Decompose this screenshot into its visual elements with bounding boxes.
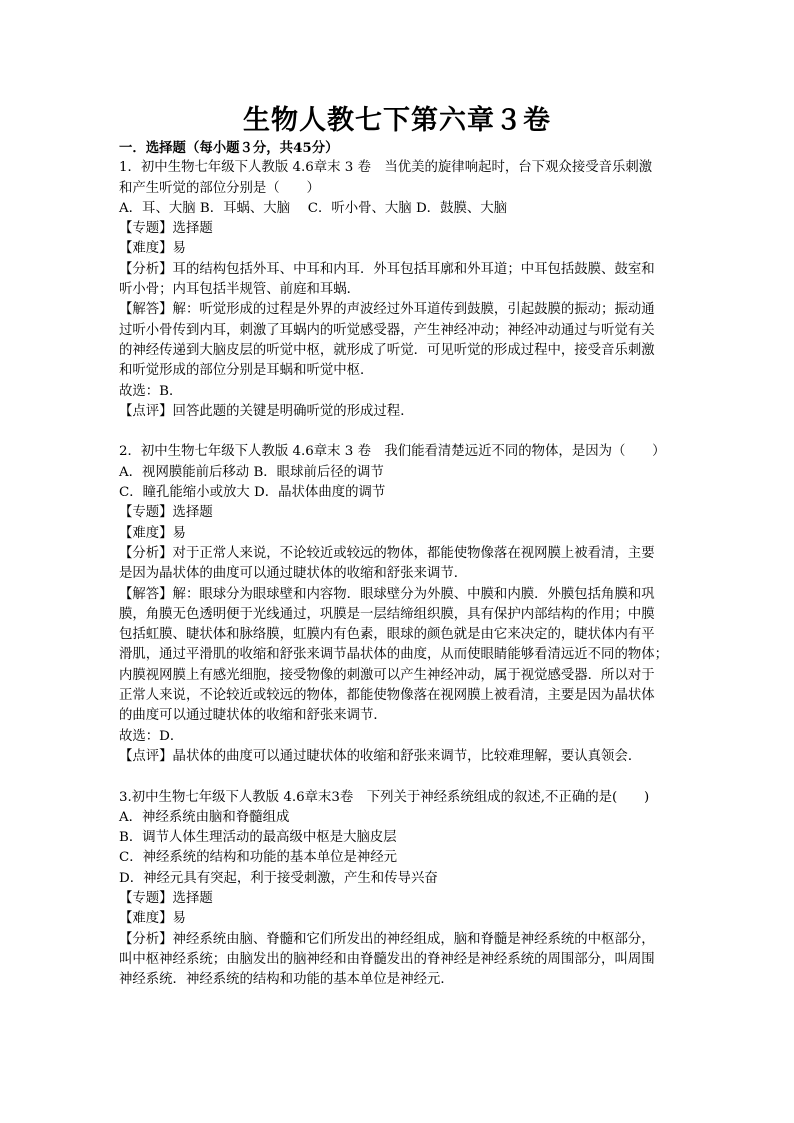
question-text: 和产生听觉的部位分别是（ ）	[119, 180, 320, 196]
analysis-text: 【分析】神经系统由脑、脊髓和它们所发出的神经组成，脑和脊髓是神经系统的中枢部分，	[119, 931, 655, 947]
topic-label: 【专题】选择题	[119, 221, 213, 237]
solution-text: 包括虹膜、睫状体和脉络膜，虹膜内有色素，眼球的颜色就是由它来决定的，睫状体内有平	[119, 627, 655, 643]
question-text: 2．初中生物七年级下人教版 4.6章末 3 卷 我们能看清楚远近不同的物体，是因为（ ）	[119, 444, 666, 460]
topic-label: 【专题】选择题	[119, 505, 213, 521]
spacer	[119, 767, 691, 787]
solution-text: 内膜视网膜上有感光细胞，接受物像的刺激可以产生神经冲动，属于视觉感受器．所以对于	[119, 667, 655, 683]
answer-choice: 故选：D．	[119, 728, 184, 744]
solution-text: 【解答】解：听觉形成的过程是外界的声波经过外耳道传到鼓膜，引起鼓膜的振动；振动通	[119, 302, 655, 318]
solution-text: 正常人来说，不论较近或较远的物体，都能使物像落在视网膜上被看清，主要是因为晶状体	[119, 688, 655, 704]
difficulty-label: 【难度】易	[119, 911, 186, 927]
analysis-text: 听小骨；内耳包括半规管、前庭和耳蜗．	[119, 282, 361, 298]
solution-text: 滑肌，通过平滑肌的收缩和舒张来调节晶状体的曲度，从而使眼睛能够看清远近不同的物体；	[119, 647, 669, 663]
solution-text: 和听觉形成的部位分别是耳蜗和听觉中枢．	[119, 363, 374, 379]
comment-text: 【点评】晶状体的曲度可以通过睫状体的收缩和舒张来调节，比较难理解，要认真领会．	[119, 748, 642, 764]
answer-choice: 故选：B．	[119, 383, 183, 399]
answer-options: C．瞳孔能缩小或放大 D．晶状体曲度的调节	[119, 485, 386, 501]
document-body	[119, 138, 691, 990]
question-1	[119, 158, 691, 422]
solution-text: 的曲度可以通过睫状体的收缩和舒张来调节．	[119, 708, 387, 724]
analysis-text: 叫中枢神经系统；由脑发出的脑神经和由脊髓发出的脊神经是神经系统的周围部分，叫周围	[119, 951, 655, 967]
spacer	[119, 422, 691, 442]
question-text: 1．初中生物七年级下人教版 4.6章末 3 卷 当优美的旋律响起时，台下观众接受音乐刺激	[119, 160, 653, 176]
solution-text: 过听小骨传到内耳，刺激了耳蜗内的听觉感受器，产生神经冲动；神经冲动通过与听觉有关	[119, 322, 655, 338]
answer-options: A．视网膜能前后移动 B．眼球前后径的调节	[119, 464, 384, 480]
solution-text: 【解答】解：眼球分为眼球壁和内容物．眼球壁分为外膜、中膜和内膜．外膜包括角膜和巩	[119, 586, 655, 602]
answer-options: D．神经元具有突起，利于接受刺激，产生和传导兴奋	[119, 870, 438, 886]
solution-text: 的神经传递到大脑皮层的听觉中枢，就形成了听觉．可见听觉的形成过程中，接受音乐刺激	[119, 342, 655, 358]
analysis-text: 【分析】对于正常人来说，不论较近或较远的物体，都能使物像落在视网膜上被看清，主要	[119, 545, 655, 561]
question-2	[119, 442, 691, 767]
answer-options: B．调节人体生理活动的最高级中枢是大脑皮层	[119, 830, 397, 846]
difficulty-label: 【难度】易	[119, 525, 186, 541]
topic-label: 【专题】选择题	[119, 890, 213, 906]
answer-options: A．神经系统由脑和脊髓组成	[119, 809, 290, 825]
answer-options: C．神经系统的结构和功能的基本单位是神经元	[119, 850, 398, 866]
analysis-text: 神经系统．神经系统的结构和功能的基本单位是神经元．	[119, 972, 454, 988]
difficulty-label: 【难度】易	[119, 241, 186, 257]
question-text: 3.初中生物七年级下人教版 4.6章末3卷 下列关于神经系统组成的叙述,不正确的是( )	[119, 789, 650, 805]
analysis-text: 是因为晶状体的曲度可以通过睫状体的收缩和舒张来调节．	[119, 566, 468, 582]
answer-options: A．耳、大脑 B．耳蜗、大脑 C．听小骨、大脑 D．鼓膜、大脑	[119, 200, 508, 216]
comment-text: 【点评】回答此题的关键是明确听觉的形成过程．	[119, 403, 414, 419]
question-3	[119, 788, 691, 991]
analysis-text: 【分析】耳的结构包括外耳、中耳和内耳．外耳包括耳廓和外耳道；中耳包括鼓膜、鼓室和	[119, 261, 655, 277]
page-title: 生物人教七下第六章３卷	[243, 105, 551, 136]
section-heading: 一．选择题（每小题３分，共45分）	[119, 140, 339, 156]
solution-text: 膜，角膜无色透明便于光线通过，巩膜是一层结缔组织膜，具有保护内部结构的作用；中膜	[119, 606, 655, 622]
